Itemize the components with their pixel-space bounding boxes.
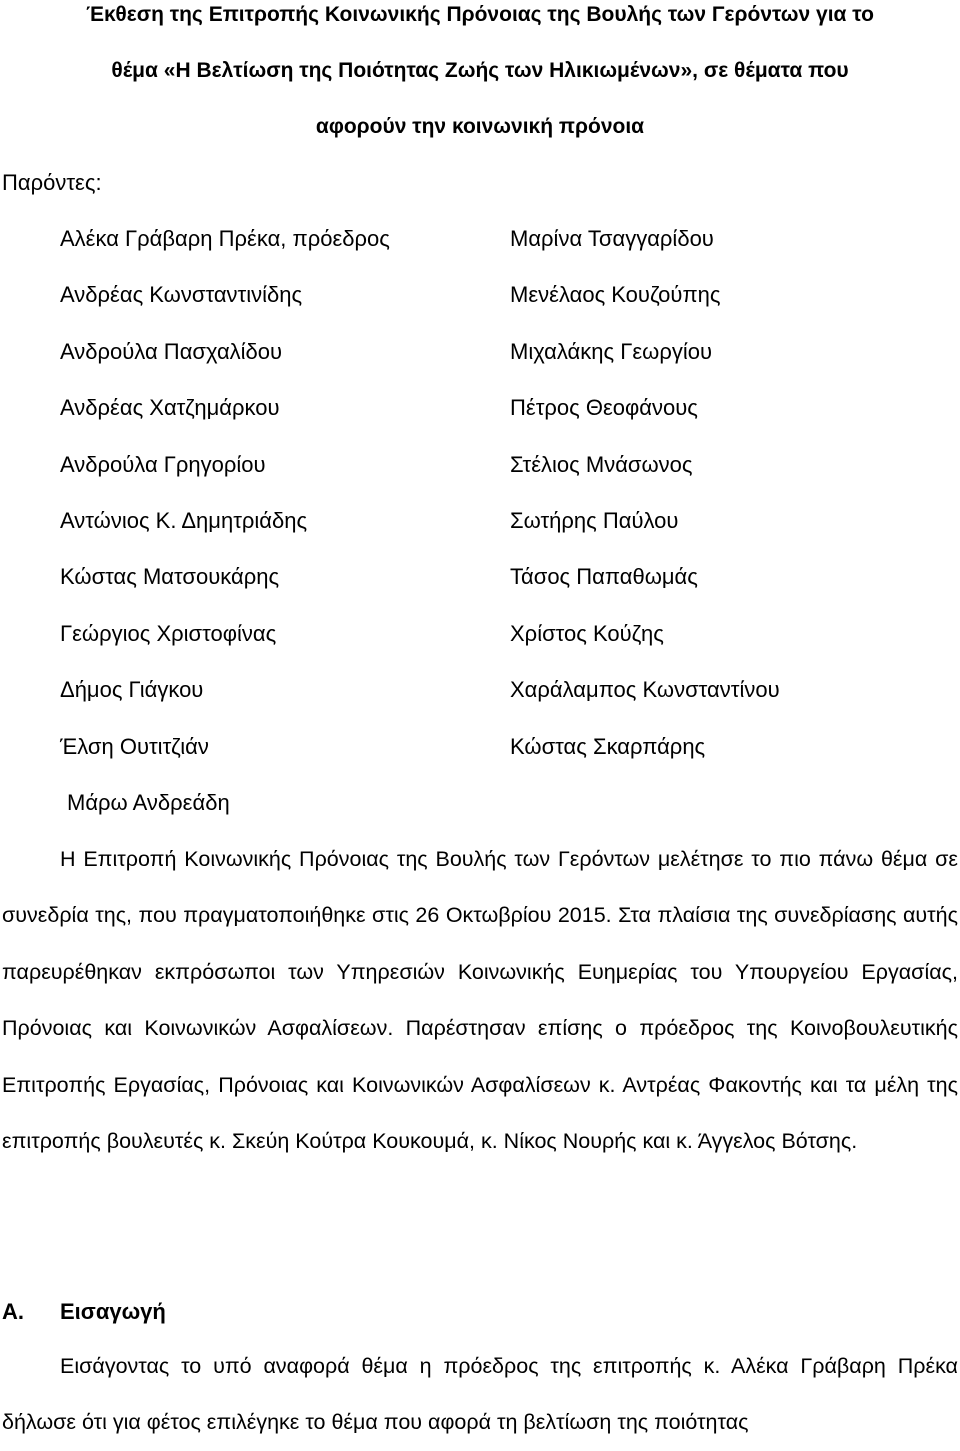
section-title: Εισαγωγή bbox=[60, 1299, 166, 1324]
member-name: Κώστας Ματσουκάρης bbox=[60, 564, 280, 590]
member-name: Μιχαλάκης Γεωργίου bbox=[510, 338, 712, 364]
present-label: Παρόντες: bbox=[2, 170, 102, 195]
member-name: Τάσος Παπαθωμάς bbox=[510, 564, 698, 590]
member-name: Κώστας Σκαρπάρης bbox=[510, 733, 706, 759]
section-letter: Α. bbox=[2, 1299, 24, 1324]
members-right-column bbox=[510, 226, 780, 790]
member-name: Έλση Ουτιτζιάν bbox=[60, 733, 209, 759]
title-line-2: θέμα «Η Βελτίωση της Ποιότητας Ζωής των Ηλικιωμένων», σε θέματα που bbox=[111, 59, 849, 82]
member-name: Αντώνιος Κ. Δημητριάδης bbox=[60, 507, 308, 533]
member-name: Ανδρέας Κωνσταντινίδης bbox=[60, 282, 303, 308]
member-name: Μενέλαος Κουζούπης bbox=[510, 282, 721, 308]
section-heading bbox=[2, 1298, 166, 1326]
member-name: Μαρίνα Τσαγγαρίδου bbox=[510, 226, 714, 251]
title-line-3: αφορούν την κοινωνική πρόνοια bbox=[315, 115, 645, 138]
member-name-last: Μάρω Ανδρεάδη bbox=[67, 790, 230, 815]
member-name: Γεώργιος Χριστοφίνας bbox=[60, 620, 277, 646]
title-line-1: Έκθεση της Επιτροπής Κοινωνικής Πρόνοιας της Βουλής των Γερόντων για το bbox=[86, 3, 874, 26]
member-name: Ανδρούλα Γρηγορίου bbox=[60, 451, 266, 477]
member-name: Ανδρέας Χατζημάρκου bbox=[60, 395, 280, 421]
member-name: Χαράλαμπος Κωνσταντίνου bbox=[510, 677, 780, 703]
member-name: Πέτρος Θεοφάνους bbox=[510, 395, 698, 421]
member-name: Δήμος Γιάγκου bbox=[60, 677, 204, 703]
member-name: Στέλιος Μνάσωνος bbox=[510, 451, 693, 477]
member-name: Σωτήρης Παύλου bbox=[510, 507, 679, 533]
members-left-column bbox=[60, 226, 390, 790]
member-name: Χρίστος Κούζης bbox=[510, 620, 664, 646]
intro-paragraph: Η Επιτροπή Κοινωνικής Πρόνοιας της Βουλής των Γερόντων μελέτησε το πιο πάνω θέμα σε συνεδρία της, που πραγματοποιήθηκε στις 26 Οκτωβρίου 2015. Στα πλαίσια της συνεδρίασης αυτής παρευρέθηκαν εκπρόσωποι των Υπηρεσιών Κοινωνικής Ευημερίας του Υπουργείου Εργασίας, Πρόνοιας και Κοινωνικών Ασφαλίσεων. Παρέστησαν επίσης ο πρόεδρος της Κοινοβουλευτικής Επιτροπής Εργασίας, Πρόνοιας και Κοινωνικών Ασφαλίσεων κ. Αντρέας Φακοντής και τα μέλη της επιτροπής βουλευτές κ. Σκεύη Κούτρα Κουκουμά, κ. Νίκος Νουρής και κ. Άγγελος Βότσης. bbox=[2, 847, 958, 1154]
member-name: Ανδρούλα Πασχαλίδου bbox=[60, 338, 283, 364]
member-name: Αλέκα Γράβαρη Πρέκα, πρόεδρος bbox=[60, 226, 390, 251]
section-paragraph: Εισάγοντας το υπό αναφορά θέμα η πρόεδρος της επιτροπής κ. Αλέκα Γράβαρη Πρέκα δήλωσε ότι για φέτος επιλέγηκε το θέμα που αφορά τη βελτίωση της ποιότητας bbox=[2, 1354, 958, 1435]
